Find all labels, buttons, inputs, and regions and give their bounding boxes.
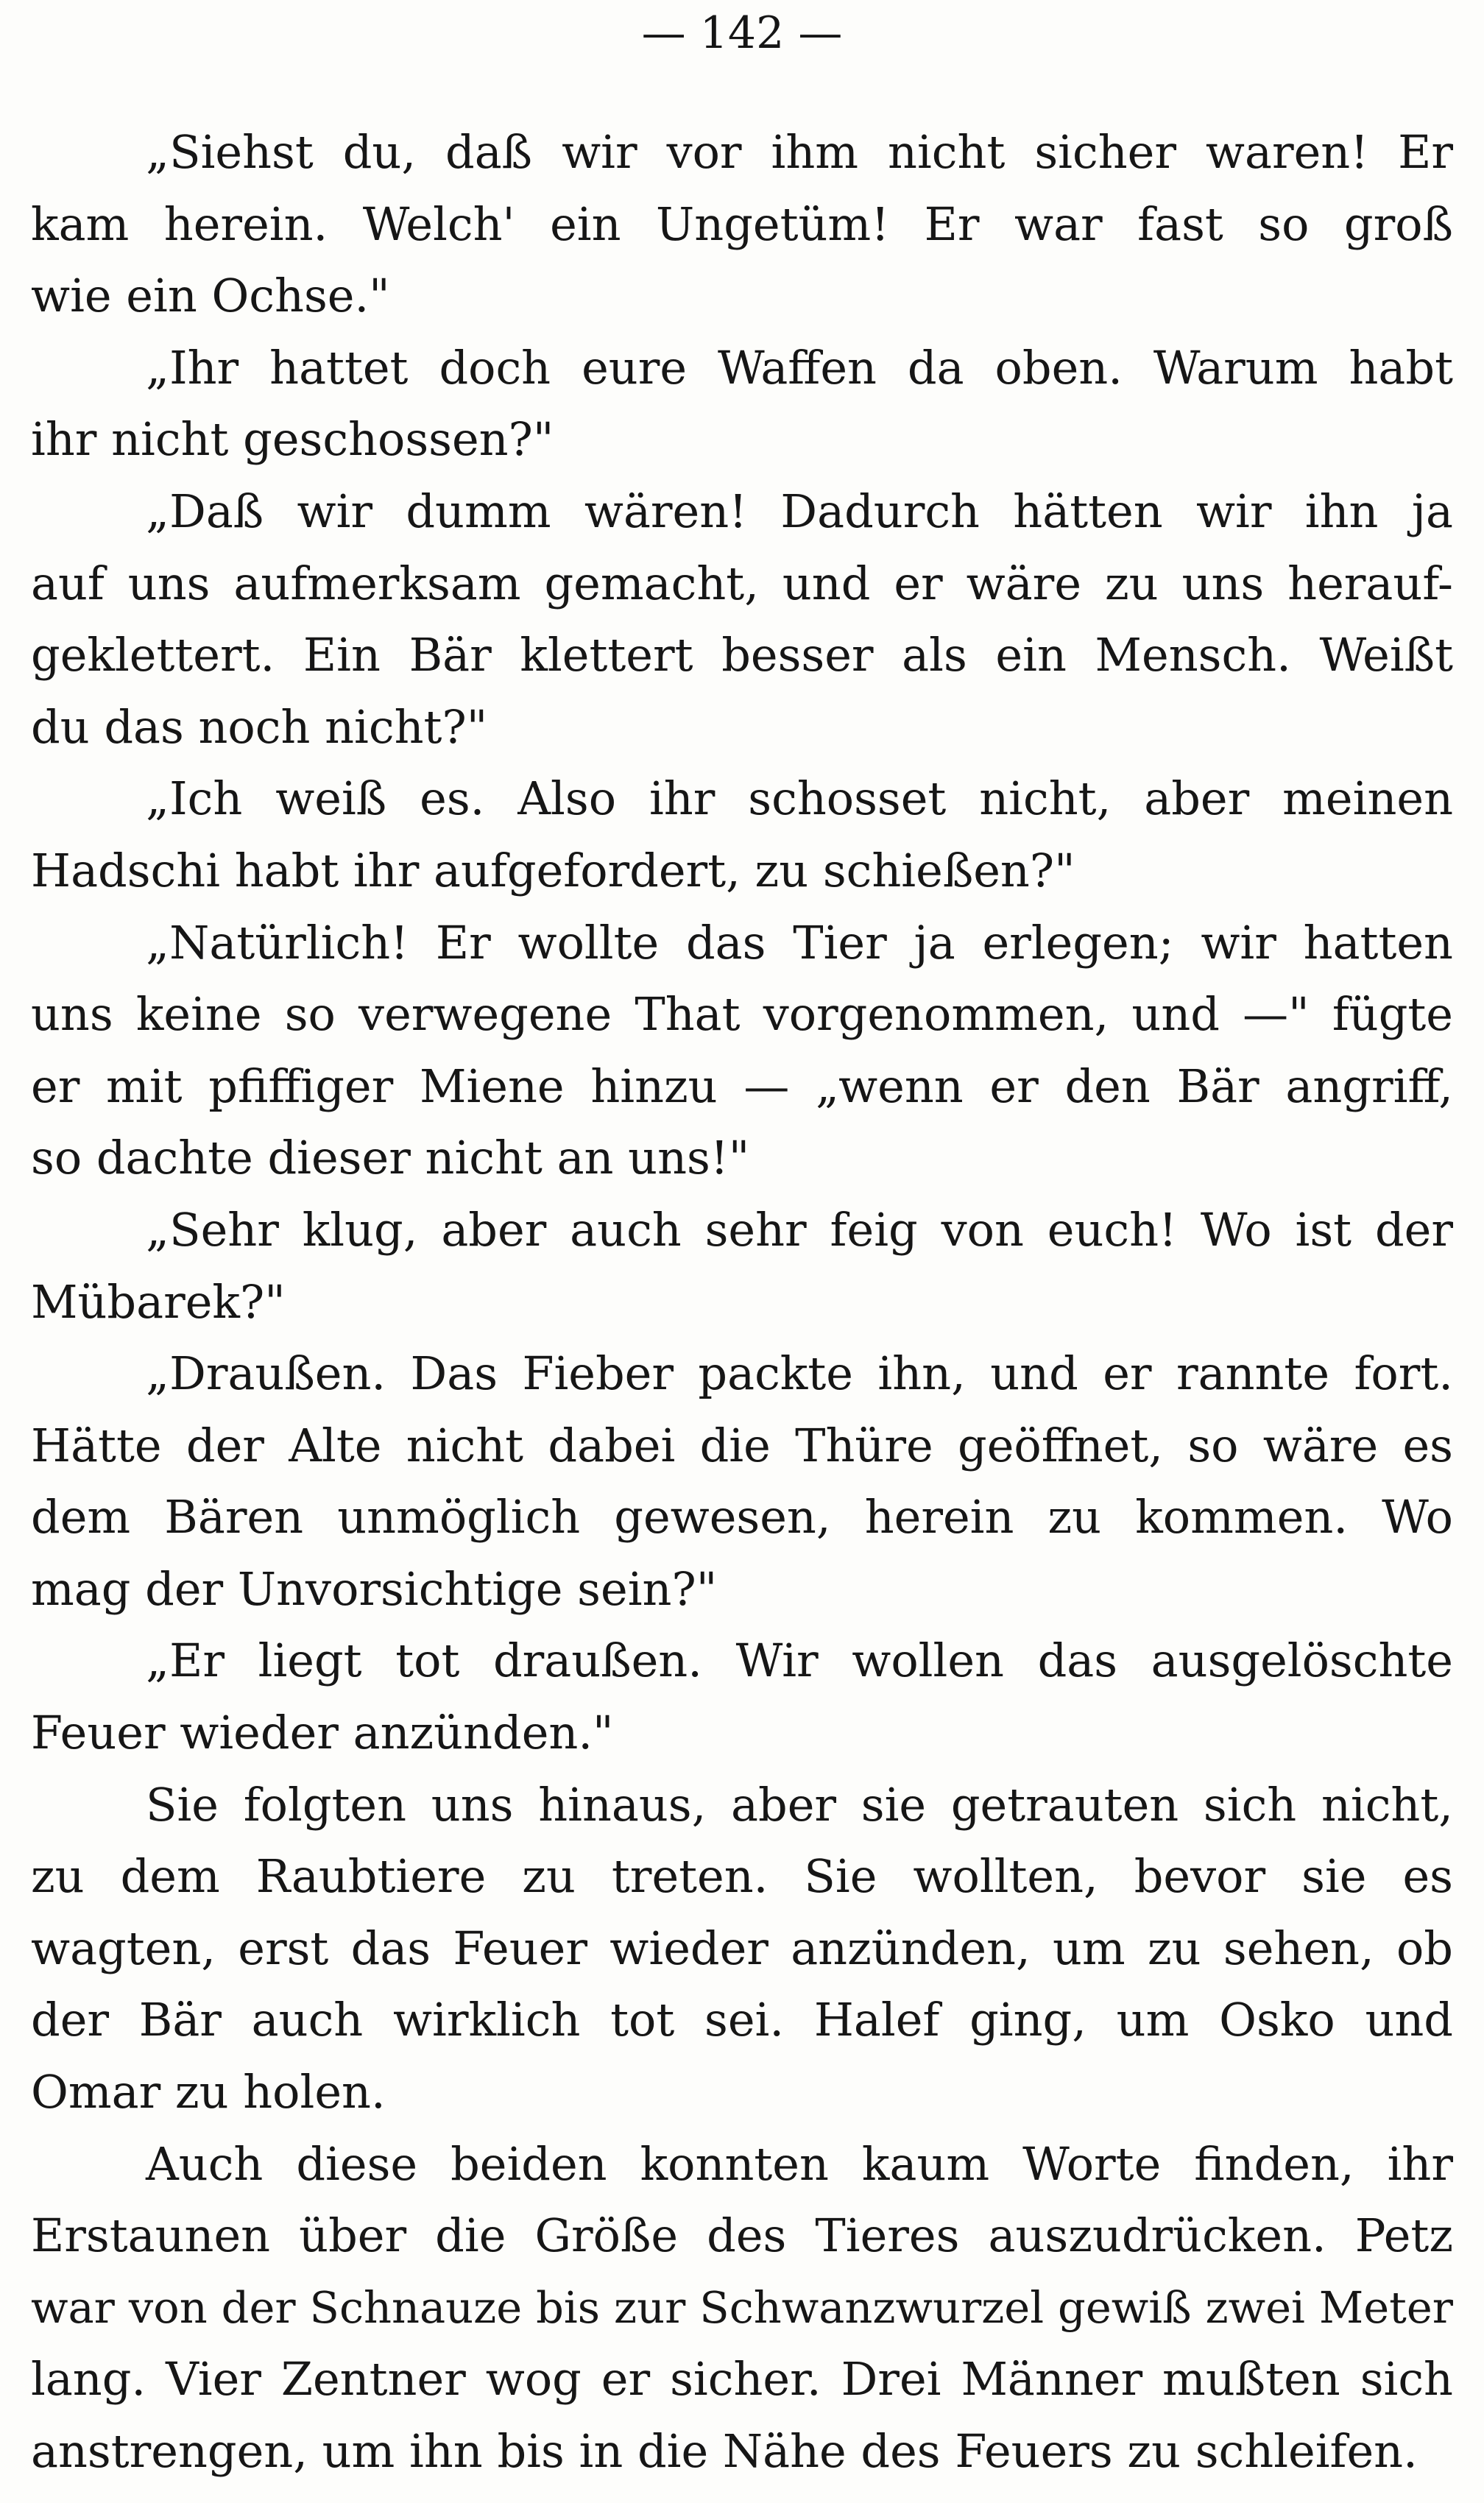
paragraph	[31, 116, 1453, 332]
text-line: auf uns aufmerksam gemacht, und er wäre zu uns herauf-	[31, 556, 1453, 610]
paragraph	[31, 1194, 1453, 1338]
text-line: geklettert. Ein Bär klettert besser als ein Mensch. Weißt	[31, 628, 1453, 682]
paragraph	[31, 763, 1453, 906]
text-line: „Sehr klug, aber auch sehr feig von euch! Wo ist der	[146, 1202, 1453, 1257]
text-line: „Siehst du, daß wir vor ihm nicht sicher waren! Er	[146, 125, 1453, 179]
page-number: — 142 —	[641, 7, 843, 59]
text-line: Omar zu holen.	[31, 2065, 386, 2119]
text-line: Erstaunen über die Größe des Tieres auszudrücken. Petz	[31, 2209, 1453, 2263]
text-line: Hätte der Alte nicht dabei die Thüre geöffnet, so wäre es	[31, 1418, 1453, 1472]
paragraph	[31, 1769, 1453, 2128]
text-line: wagten, erst das Feuer wieder anzünden, um zu sehen, ob	[31, 1921, 1453, 1975]
text-line: so dachte dieser nicht an uns!"	[31, 1131, 750, 1185]
text-line: „Natürlich! Er wollte das Tier ja erlegen; wir hatten	[146, 915, 1453, 970]
text-line: anstrengen, um ihn bis in die Nähe des Feuers zu schleifen.	[31, 2424, 1418, 2478]
text-line: dem Bären unmöglich gewesen, herein zu kommen. Wo	[31, 1490, 1453, 1544]
paragraph	[31, 907, 1453, 1194]
text-line: zu dem Raubtiere zu treten. Sie wollten, bevor sie es	[31, 1849, 1453, 1904]
paragraph	[31, 1625, 1453, 1768]
paragraph	[31, 1338, 1453, 1625]
text-line: Hadschi habt ihr aufgefordert, zu schießen?"	[31, 843, 1075, 897]
text-line: wie ein Ochse."	[31, 269, 390, 323]
paragraph	[31, 332, 1453, 476]
text-line: „Ich weiß es. Also ihr schosset nicht, aber meinen	[146, 772, 1453, 826]
text-line: „Er liegt tot draußen. Wir wollen das ausgelöschte	[146, 1634, 1453, 1688]
text-line: war von der Schnauze bis zur Schwanzwurzel gewiß zwei Meter	[31, 2281, 1453, 2333]
text-line: Auch diese beiden konnten kaum Worte finden, ihr	[146, 2136, 1453, 2191]
text-line: „Ihr hattet doch eure Waffen da oben. Warum habt	[146, 340, 1453, 395]
text-line: „Draußen. Das Fieber packte ihn, und er rannte fort.	[146, 1346, 1453, 1401]
text-line: Sie folgten uns hinaus, aber sie getrauten sich nicht,	[146, 1777, 1453, 1832]
paragraph	[31, 476, 1453, 763]
text-line: Mübarek?"	[31, 1274, 286, 1329]
text-line: du das noch nicht?"	[31, 699, 488, 754]
text-line: er mit pfiffiger Miene hinzu — „wenn er den Bär angriff,	[31, 1059, 1453, 1113]
text-line: mag der Unvorsichtige sein?"	[31, 1561, 718, 1616]
text-body	[31, 116, 1453, 2488]
text-line: „Daß wir dumm wären! Dadurch hätten wir ihn ja	[146, 484, 1453, 538]
text-line: lang. Vier Zentner wog er sicher. Drei Männer mußten sich	[31, 2352, 1453, 2407]
text-line: ihr nicht geschossen?"	[31, 412, 554, 467]
text-line: uns keine so verwegene That vorgenommen, und —" fügte	[31, 987, 1453, 1042]
text-line: Feuer wieder anzünden."	[31, 1706, 614, 1760]
text-line: der Bär auch wirklich tot sei. Halef ging, um Osko und	[31, 1993, 1453, 2047]
paragraph	[31, 2128, 1453, 2488]
text-line: kam herein. Welch' ein Ungetüm! Er war fast so groß	[31, 197, 1453, 251]
